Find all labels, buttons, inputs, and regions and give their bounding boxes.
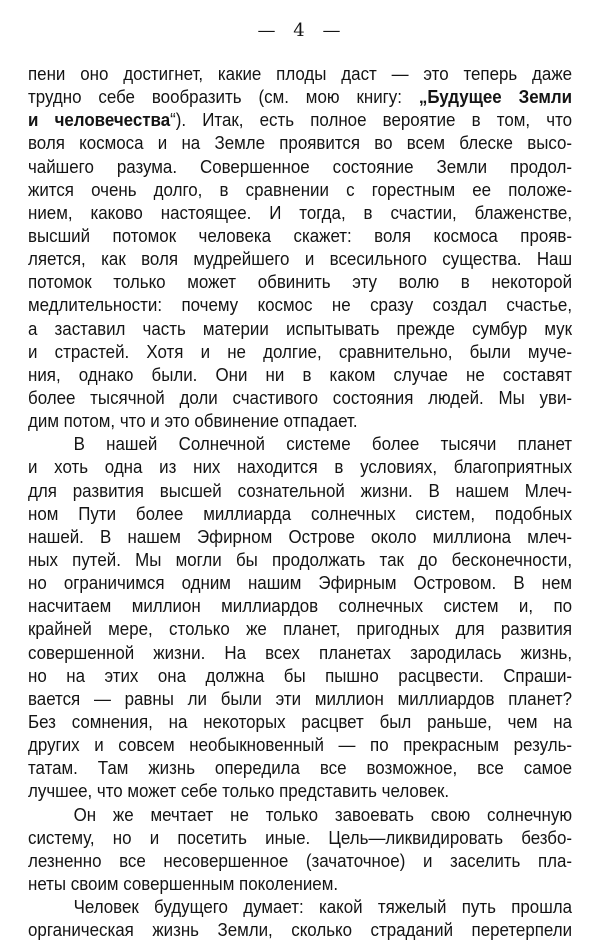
text-line: жится очень долго, в сравнении с горестным ее положе-: [28, 179, 573, 200]
text-segment: трудно себе вообразить (см. мою книгу:: [28, 87, 419, 108]
text-line: крайней мере, столько же планет, пригодных для развития: [28, 619, 573, 640]
text-line: ляется, как воля мудрейшего и всесильного существа. Наш: [28, 249, 573, 270]
page-number: — 4 —: [257, 20, 343, 41]
text-line: пени оно достигнет, какие плоды даст — это теперь даже: [28, 64, 573, 84]
text-line: и страстей. Хотя и не долгие, сравнительно, были муче-: [28, 341, 573, 362]
text-line: органическая жизнь Земли, сколько страданий перетерпели: [28, 920, 573, 941]
paragraph-start-line: Он же мечтает не только завоевать свою солнечную: [73, 804, 573, 825]
text-line: для развития высшей сознательной жизни. В нашем Млеч-: [28, 480, 573, 501]
text-line: совершенной жизни. На всех планетах зародилась жизнь,: [28, 642, 573, 663]
paragraph-start-line: В нашей Солнечной системе более тысячи планет: [73, 434, 573, 455]
text-line: насчитаем миллион миллиардов солнечных систем и, по: [28, 596, 573, 617]
body-text: [28, 63, 572, 942]
text-line: [28, 109, 572, 132]
text-line: лучшее, что может себе только представить человек.: [28, 781, 450, 802]
text-line: вается — равны ли были эти миллион миллиардов планет?: [28, 688, 573, 709]
text-line: систему, но и посетить иные. Цель—ликвидировать безбо-: [28, 827, 573, 848]
book-title-part-2: и человечества: [28, 110, 171, 131]
text-line: и хоть одна из них находится в условиях, благоприятных: [28, 457, 573, 478]
text-line: татам. Там жизнь опередила все возможное, все самое: [28, 758, 573, 779]
text-line: чайшего разума. Совершенное состояние Земли продол-: [28, 156, 573, 177]
text-line: более тысячной доли счастивого состояния людей. Мы уви-: [28, 387, 573, 408]
text-line: ных путей. Мы могли бы продолжать так до бесконечности,: [28, 549, 573, 570]
text-line: других и совсем необыкновенный — по прекрасным резуль-: [28, 735, 573, 756]
text-line: неты своим совершенным поколением.: [28, 873, 339, 894]
text-line: медлительности: почему космос не сразу создал счастье,: [28, 295, 573, 316]
text-line: нием, каково настоящее. И тогда, в счастии, блаженстве,: [28, 202, 573, 223]
text-line: а заставил часть материи испытывать прежде сумбур мук: [28, 318, 573, 339]
text-line: но на этих она должна бы пышно расцвести. Спраши-: [28, 665, 573, 686]
text-line: [28, 86, 572, 109]
text-line: но ограничимся одним нашим Эфирным Островом. В нем: [28, 573, 573, 594]
text-line: дим потом, что и это обвинение отпадает.: [28, 411, 358, 432]
text-line: лезненно все несовершенное (зачаточное) и заселить пла-: [28, 850, 573, 871]
text-line: нашей. В нашем Эфирном Острове около миллиона млеч-: [28, 526, 573, 547]
text-line: ния, однако были. Они ни в каком случае не составят: [28, 364, 573, 385]
text-line: высший потомок человека скажет: воля космоса прояв-: [28, 225, 573, 246]
text-line: Без сомнения, на некоторых расцвет был раньше, чем на: [28, 711, 573, 732]
text-line: воля космоса и на Земле проявится во всем блеске высо-: [28, 133, 573, 154]
text-segment: “). Итак, есть полное вероятие в том, что: [170, 110, 573, 131]
book-title-part-1: „Будущее Земли: [418, 87, 573, 108]
text-line: ном Пути более миллиарда солнечных систем, подобных: [28, 503, 573, 524]
text-line: потомок только может обвинить эту волю в некоторой: [28, 272, 573, 293]
paragraph-start-line: Человек будущего думает: какой тяжелый путь прошла: [73, 897, 573, 918]
